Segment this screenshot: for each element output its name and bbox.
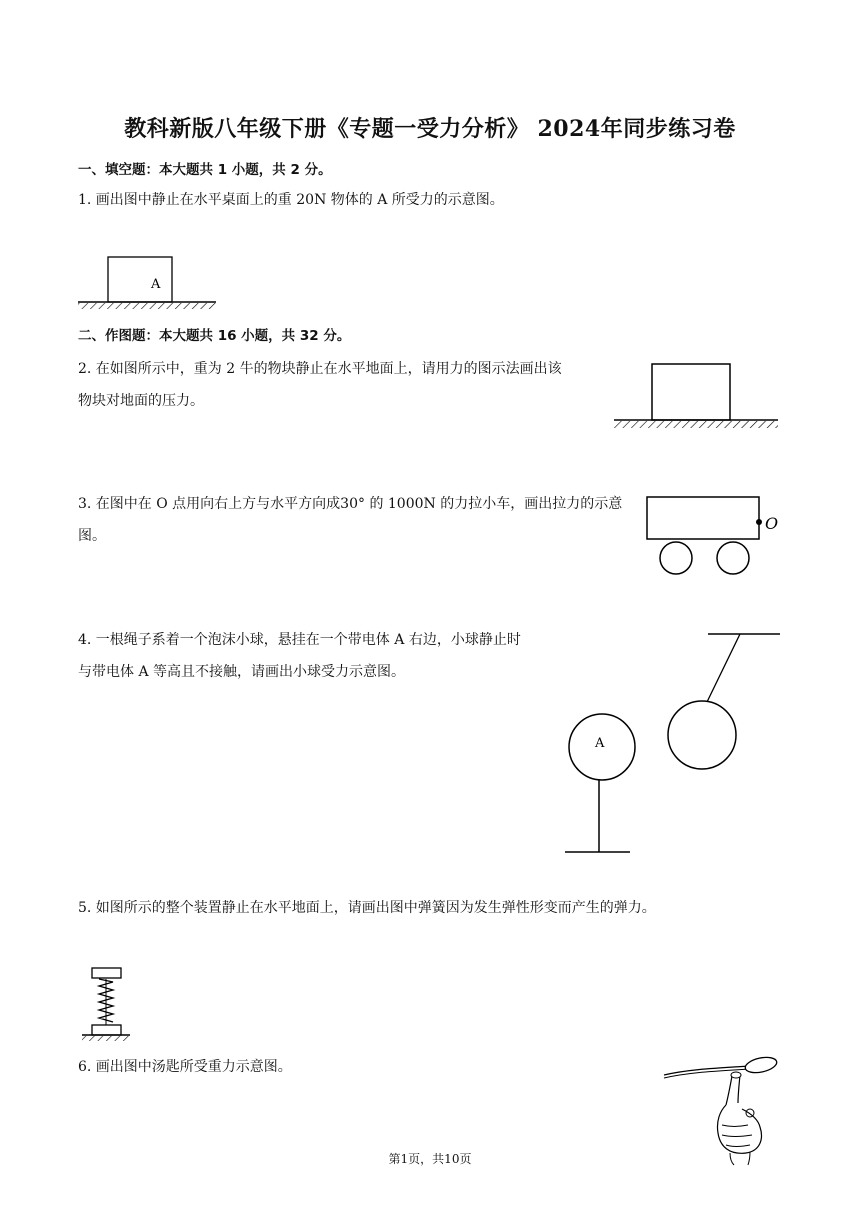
charged-body-label: A <box>595 736 605 751</box>
section-heading-drawing: 二、作图题：本大题共 16 小题，共 32 分。 <box>78 328 351 344</box>
point-o-label: O <box>765 514 779 533</box>
figure-charged-body-and-ball <box>560 628 785 858</box>
page-title: 教科新版八年级下册《专题一受力分析》 2024年同步练习卷 <box>124 116 736 142</box>
question-5: 5. 如图所示的整个装置静止在水平地面上，请画出图中弹簧因为发生弹性形变而产生的弹力。 <box>78 900 656 916</box>
figure-spoon-on-finger <box>660 1055 780 1165</box>
question-2-line-1: 2. 在如图所示中，重为 2 牛的物块静止在水平地面上，请用力的图示法画出该 <box>78 361 562 377</box>
question-3-line-1: 3. 在图中在 O 点用向右上方与水平方向成30° 的 1000N 的力拉小车，画出拉力的示意 <box>78 496 623 512</box>
section-heading-fill-blank: 一、填空题：本大题共 1 小题，共 2 分。 <box>78 162 332 178</box>
cart-wheel-left <box>660 542 692 574</box>
block-label: A <box>151 277 161 292</box>
point-o-marker <box>756 519 762 525</box>
figure-cart <box>645 495 780 580</box>
figure-block-on-ground <box>612 362 782 434</box>
figure-spring-device <box>80 965 132 1043</box>
figure-block-on-table <box>76 255 221 315</box>
question-1: 1. 画出图中静止在水平桌面上的重 20N 物体的 A 所受力的示意图。 <box>78 192 504 208</box>
question-2-line-2: 物块对地面的压力。 <box>78 393 204 409</box>
question-4-line-2: 与带电体 A 等高且不接触，请画出小球受力示意图。 <box>78 664 406 680</box>
question-3-line-2: 图。 <box>78 528 106 544</box>
foam-ball <box>668 701 736 769</box>
question-6: 6. 画出图中汤匙所受重力示意图。 <box>78 1059 292 1075</box>
cart-wheel-right <box>717 542 749 574</box>
page-footer: 第1页，共10页 <box>388 1152 472 1166</box>
question-4-line-1: 4. 一根绳子系着一个泡沫小球，悬挂在一个带电体 A 右边，小球静止时 <box>78 632 521 648</box>
